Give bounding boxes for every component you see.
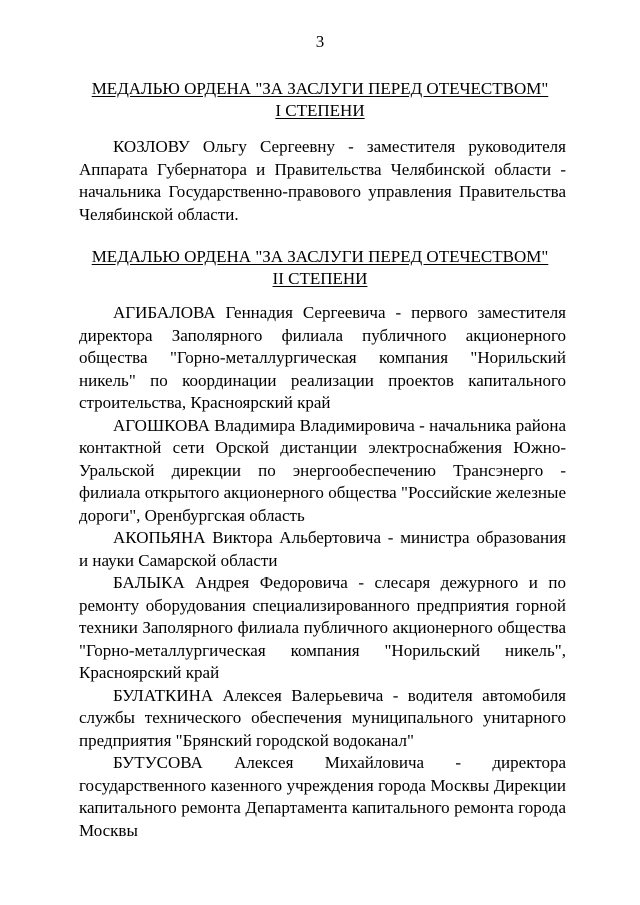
section-heading-title: МЕДАЛЬЮ ОРДЕНА "ЗА ЗАСЛУГИ ПЕРЕД ОТЕЧЕСТВОМ" (91, 247, 549, 266)
award-entry: КОЗЛОВУ Ольгу Сергеевну - заместителя руководителя Аппарата Губернатора и Правительства Челябинской области - начальника Государственно-правового управления Правительства Челябинской области. (79, 137, 566, 224)
award-entry: АГИБАЛОВА Геннадия Сергеевича - первого заместителя директора Заполярного филиала публичного акционерного общества "Горно-металлургическая компания "Норильский никель" по координации реализации проектов капитального строительства, Красноярский край (79, 303, 566, 412)
award-entry: АГОШКОВА Владимира Владимировича - начальника района контактной сети Орской дистанции электроснабжения Южно-Уральской дирекции по энергообеспечению Трансэнерго - филиала открытого акционерного общества "Российские железные дороги", Оренбургская область (79, 415, 566, 525)
section-heading-title: МЕДАЛЬЮ ОРДЕНА "ЗА ЗАСЛУГИ ПЕРЕД ОТЕЧЕСТВОМ" (91, 79, 549, 98)
page-number: 3 (315, 32, 325, 51)
section-heading-degree-1 (0, 78, 640, 122)
section-heading-degree: I СТЕПЕНИ (275, 101, 365, 120)
award-list-degree-1 (79, 136, 566, 226)
section-heading-degree-2 (0, 246, 640, 290)
award-entry: БАЛЫКА Андрея Федоровича - слесаря дежурного и по ремонту оборудования специализированного предприятия горной техники Заполярного филиала публичного акционерного общества "Горно-металлургическая компания "Норильский никель", Красноярский край (79, 573, 566, 682)
award-entry: БУЛАТКИНА Алексея Валерьевича - водителя автомобиля службы технического обеспечения муниципального унитарного предприятия "Брянский городской водоканал" (79, 685, 566, 750)
award-entry: АКОПЬЯНА Виктора Альбертовича - министра образования и науки Самарской области (79, 528, 566, 570)
section-heading-degree: II СТЕПЕНИ (272, 269, 368, 288)
award-list-degree-2 (79, 302, 566, 842)
award-entry: БУТУСОВА Алексея Михайловича - директора государственного казенного учреждения города Москвы Дирекции капитального ремонта Департамента капитального ремонта города Москвы (79, 753, 566, 840)
